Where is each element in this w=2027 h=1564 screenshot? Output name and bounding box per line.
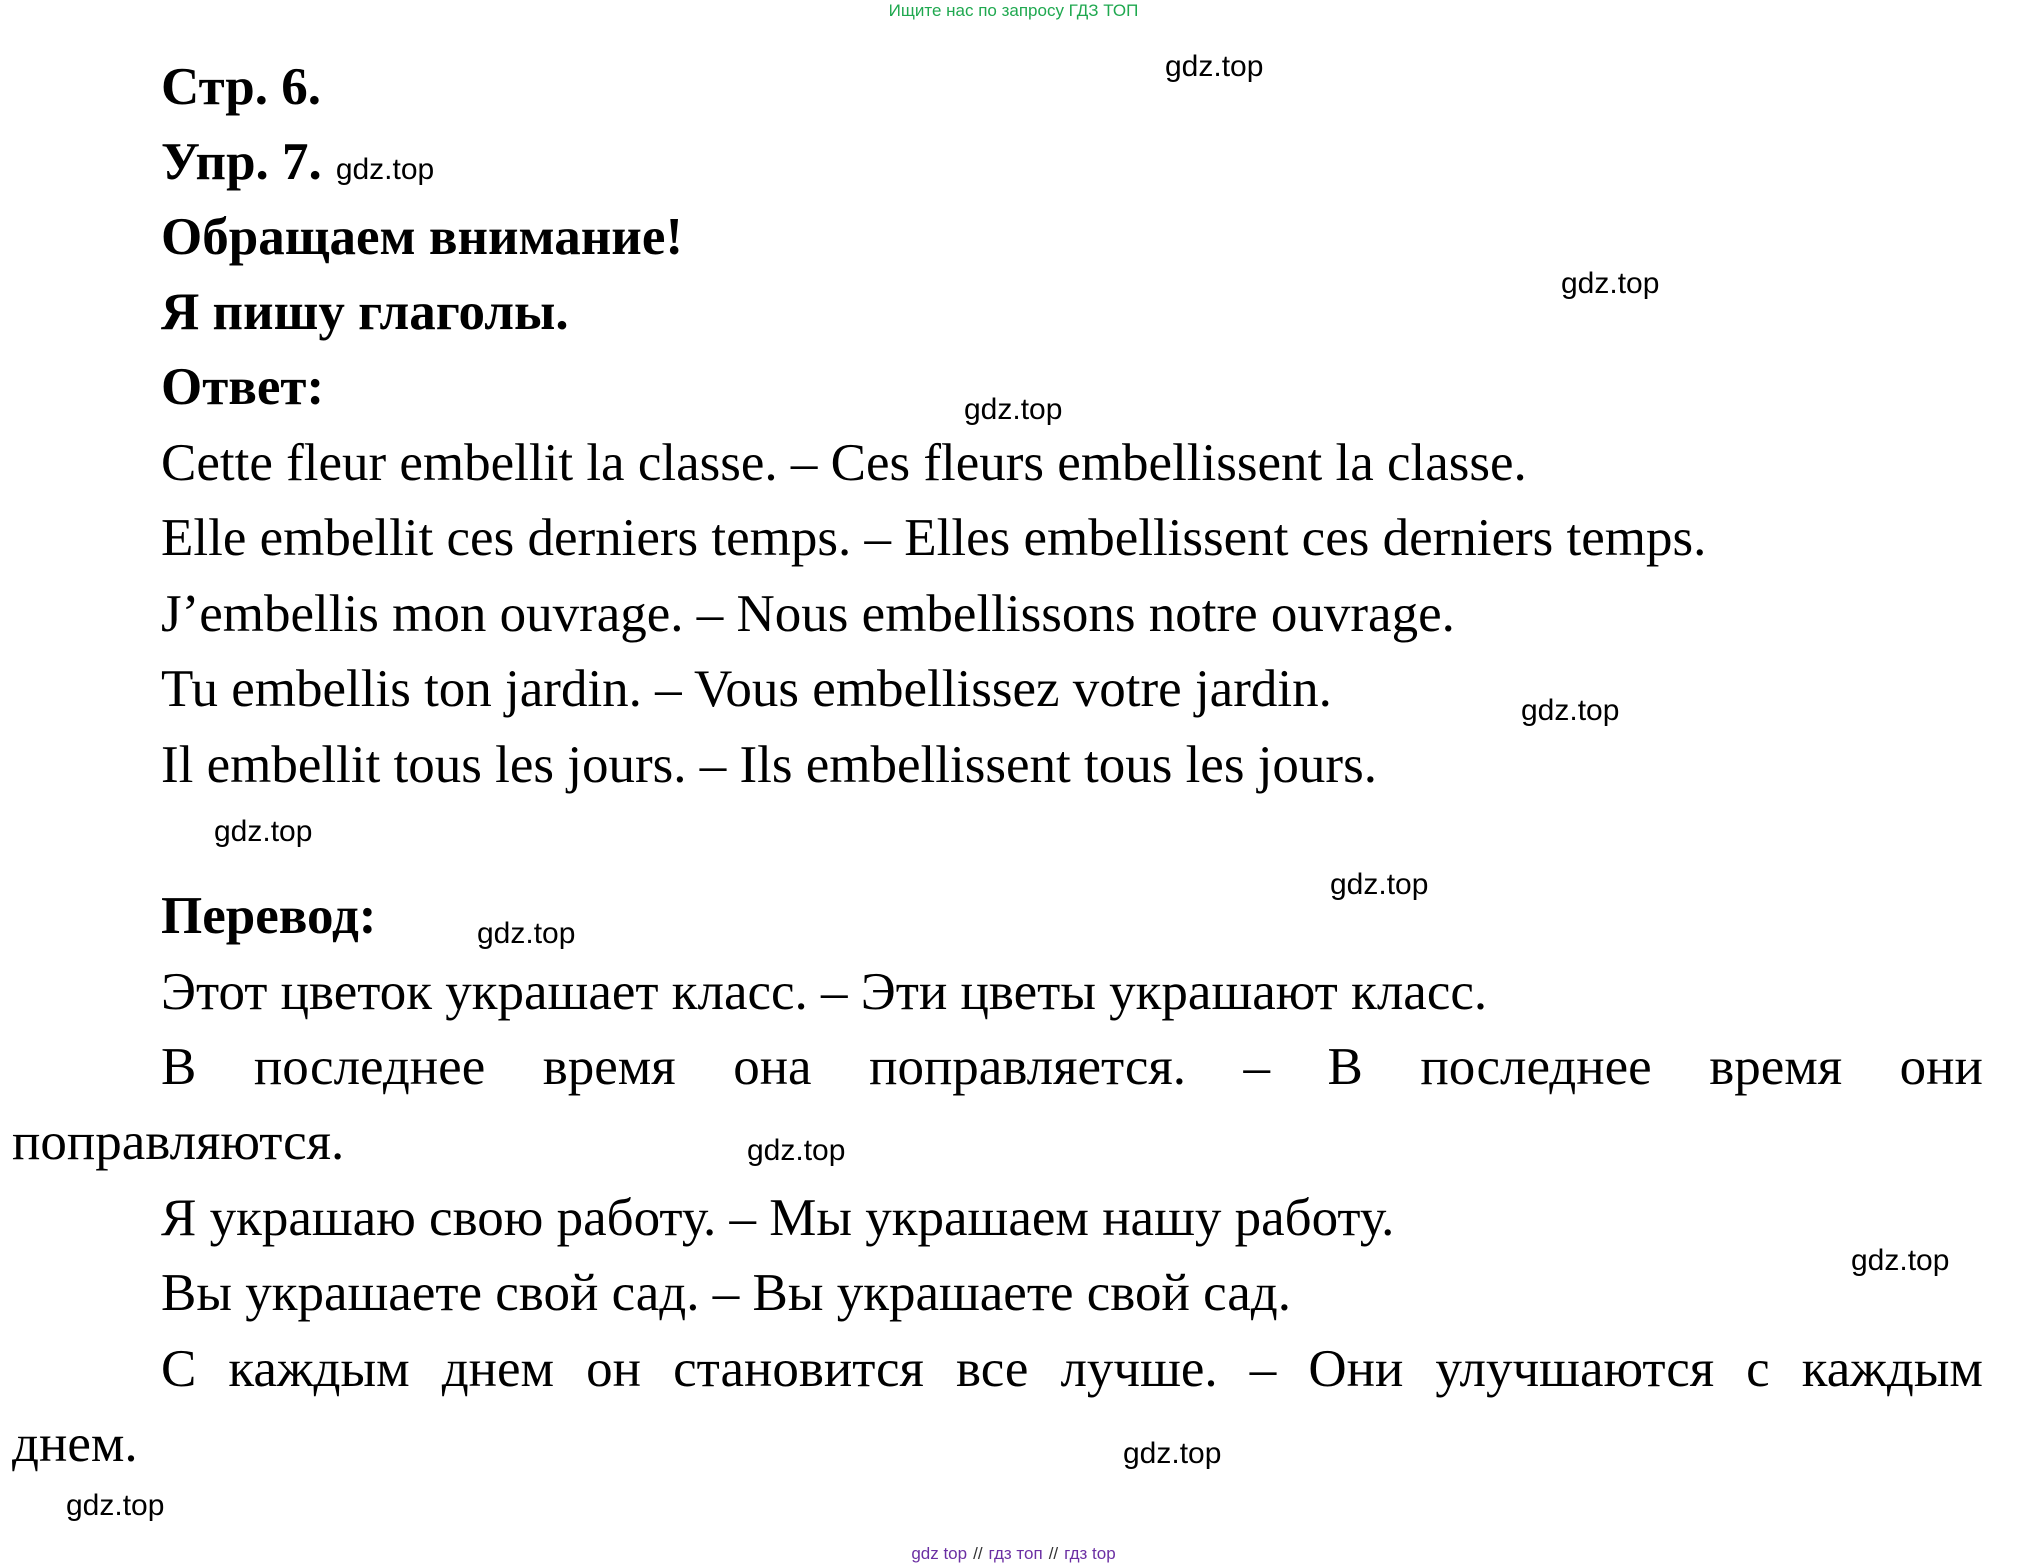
word: днем bbox=[441, 1340, 555, 1398]
word: время bbox=[1709, 1038, 1843, 1096]
word: последнее bbox=[253, 1038, 486, 1096]
exercise-label: Упр. 7. bbox=[161, 133, 322, 191]
attention-heading: Обращаем внимание! bbox=[161, 208, 684, 266]
footer-links bbox=[0, 1544, 2027, 1564]
answer-line: Tu embellis ton jardin. – Vous embellissez votre jardin. bbox=[161, 660, 1332, 718]
answer-line: J’embellis mon ouvrage. – Nous embellissons notre ouvrage. bbox=[161, 585, 1455, 643]
word: последнее bbox=[1420, 1038, 1652, 1096]
word: они bbox=[1899, 1038, 1983, 1096]
watermark: gdz.top bbox=[1165, 50, 1264, 83]
watermark: gdz.top bbox=[747, 1134, 846, 1167]
word: становится bbox=[673, 1340, 924, 1398]
word: лучше. bbox=[1060, 1340, 1218, 1398]
word: улучшаются bbox=[1435, 1340, 1715, 1398]
topic-heading: Я пишу глаголы. bbox=[161, 283, 569, 341]
word: С bbox=[161, 1340, 197, 1398]
watermark: gdz.top bbox=[964, 393, 1063, 426]
word: с bbox=[1746, 1340, 1770, 1398]
watermark: gdz.top bbox=[1851, 1244, 1950, 1277]
top-banner: Ищите нас по запросу ГДЗ ТОП bbox=[888, 1, 1139, 20]
watermark: gdz.top bbox=[66, 1489, 165, 1522]
translation-line-wrapped bbox=[161, 1339, 1983, 1399]
footer-separator: // bbox=[1048, 1544, 1059, 1563]
footer-link[interactable]: гдз top bbox=[1064, 1544, 1116, 1563]
word: она bbox=[733, 1038, 812, 1096]
translation-line-continuation: поправляются. bbox=[12, 1113, 345, 1171]
answer-line: Cette fleur embellit la classe. – Ces fleurs embellissent la classe. bbox=[161, 434, 1527, 492]
word: – bbox=[1249, 1340, 1277, 1398]
word: все bbox=[956, 1340, 1029, 1398]
translation-line-wrapped bbox=[161, 1037, 1983, 1097]
translation-line: Вы украшаете свой сад. – Вы украшаете свой сад. bbox=[161, 1264, 1291, 1322]
watermark: gdz.top bbox=[214, 815, 313, 848]
footer-link[interactable]: гдз топ bbox=[988, 1544, 1043, 1563]
word: время bbox=[542, 1038, 676, 1096]
translation-heading: Перевод: bbox=[161, 887, 377, 945]
page-number: Стр. 6. bbox=[161, 58, 321, 116]
word: он bbox=[586, 1340, 642, 1398]
footer-separator: // bbox=[973, 1544, 983, 1563]
watermark: gdz.top bbox=[1330, 868, 1429, 901]
answer-heading: Ответ: bbox=[161, 358, 325, 416]
translation-line: Я украшаю свою работу. – Мы украшаем нашу работу. bbox=[161, 1189, 1395, 1247]
answer-line: Il embellit tous les jours. – Ils embellissent tous les jours. bbox=[161, 736, 1377, 794]
watermark-inline: gdz.top bbox=[335, 153, 435, 186]
word: Они bbox=[1308, 1340, 1404, 1398]
word: каждым bbox=[1801, 1340, 1983, 1398]
word: каждым bbox=[228, 1340, 410, 1398]
watermark: gdz.top bbox=[1521, 694, 1620, 727]
watermark: gdz.top bbox=[1123, 1437, 1222, 1470]
footer-link[interactable]: gdz top bbox=[911, 1544, 968, 1563]
watermark: gdz.top bbox=[477, 917, 576, 950]
word: – bbox=[1243, 1038, 1270, 1096]
watermark: gdz.top bbox=[1561, 267, 1660, 300]
word: поправляется. bbox=[869, 1038, 1186, 1096]
word: В bbox=[1327, 1038, 1363, 1096]
translation-line-continuation: днем. bbox=[12, 1415, 138, 1473]
answer-line: Elle embellit ces derniers temps. – Elles embellissent ces derniers temps. bbox=[161, 509, 1707, 567]
exercise-number bbox=[161, 132, 434, 200]
word: В bbox=[161, 1038, 197, 1096]
translation-line: Этот цветок украшает класс. – Эти цветы украшают класс. bbox=[161, 963, 1488, 1021]
